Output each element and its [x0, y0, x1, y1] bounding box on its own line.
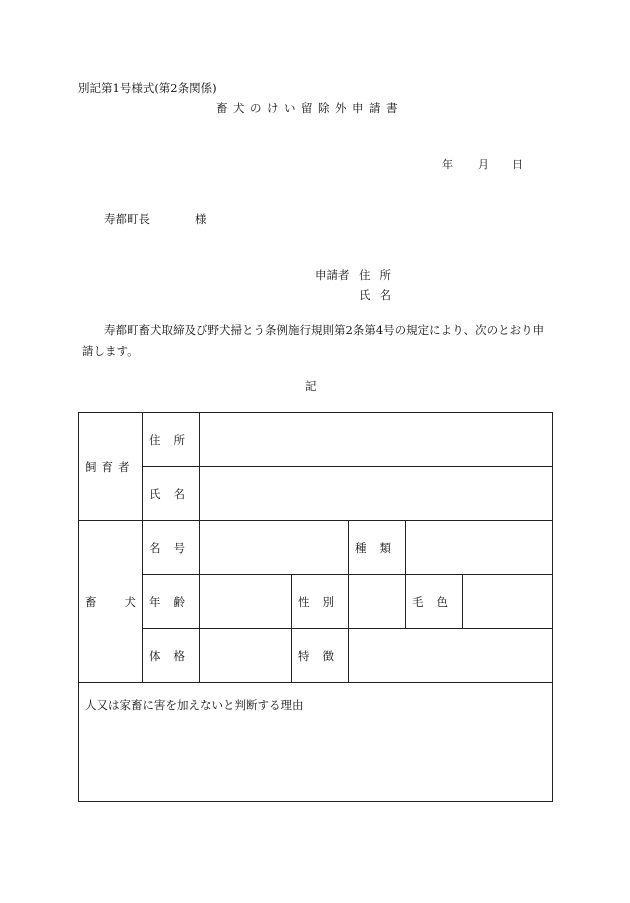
addressee-name: 寿都町長 [104, 212, 150, 226]
owner-name-label: 氏 名 [143, 467, 200, 521]
applicant-label: 申請者 [315, 268, 350, 282]
dog-group-label: 畜 犬 [79, 521, 143, 683]
dog-features-field[interactable] [349, 629, 553, 683]
ki-heading: 記 [305, 379, 317, 393]
dog-age-field[interactable] [200, 575, 292, 629]
date-month-label: 月 [478, 158, 489, 171]
addressee-honorific: 様 [195, 212, 207, 226]
dog-physique-label: 体 格 [143, 629, 200, 683]
reason-row [79, 683, 553, 802]
applicant-name-label: 氏名 [359, 288, 400, 302]
dog-features-label: 特 徴 [292, 629, 349, 683]
dog-coat-color-label: 毛 色 [406, 575, 463, 629]
dog-breed-label: 種 類 [349, 521, 406, 575]
dog-sex-field[interactable] [349, 575, 406, 629]
dog-physique-field[interactable] [200, 629, 292, 683]
reason-field[interactable] [79, 683, 553, 802]
applicant-address-label: 住所 [359, 268, 400, 282]
form-reference: 別記第1号様式(第2条関係) [78, 81, 217, 95]
application-form-table [78, 412, 553, 802]
dog-age-row [79, 575, 553, 629]
owner-address-row [79, 413, 553, 467]
owner-name-field[interactable] [200, 467, 553, 521]
dog-sex-label: 性 別 [292, 575, 349, 629]
owner-address-field[interactable] [200, 413, 553, 467]
application-statement: 寿都町畜犬取締及び野犬掃とう条例施行規則第2条第4号の規定により、次のとおり申請します。 [82, 323, 545, 358]
dog-age-label: 年 齢 [143, 575, 200, 629]
reason-label: 人又は家畜に害を加えないと判断する理由 [85, 698, 304, 712]
dog-physique-row [79, 629, 553, 683]
dog-breed-field[interactable] [406, 521, 553, 575]
date-year-label: 年 [442, 158, 453, 171]
document-title: 畜犬のけい留除外申請書 [216, 101, 403, 115]
dog-name-label: 名 号 [143, 521, 200, 575]
dog-name-row [79, 521, 553, 575]
owner-group-label: 飼育者 [79, 413, 143, 521]
owner-address-label: 住 所 [143, 413, 200, 467]
dog-coat-color-field[interactable] [463, 575, 553, 629]
owner-name-row [79, 467, 553, 521]
dog-name-field[interactable] [200, 521, 349, 575]
date-day-label: 日 [512, 158, 523, 171]
